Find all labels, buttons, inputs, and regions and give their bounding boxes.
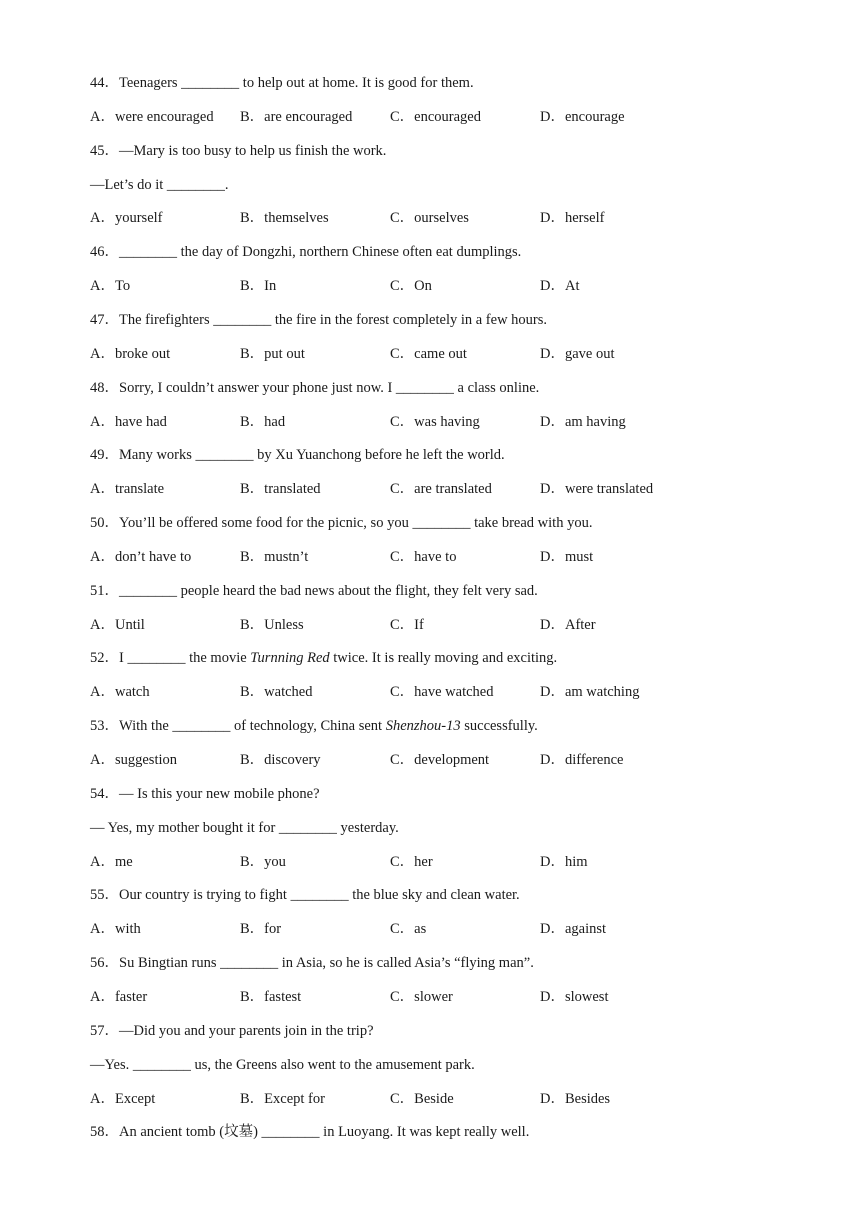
answer-options: [90, 108, 810, 126]
stem-text: — Yes, my mother bought it for ________ yesterday.: [90, 819, 399, 836]
answer-options: [90, 683, 810, 701]
stem-text: 48．Sorry, I couldn’t answer your phone just now. I ________ a class online.: [90, 379, 540, 396]
question-stem: [90, 142, 386, 160]
stem-text: 58．An ancient tomb (坟墓) ________ in Luoyang. It was kept really well.: [90, 1124, 530, 1141]
stem-text: 52．I ________ the movie: [90, 650, 251, 667]
option-b: B．themselves: [240, 210, 329, 227]
option-c: C．have watched: [390, 684, 494, 701]
answer-options: [90, 277, 810, 295]
option-c: C．was having: [390, 413, 480, 430]
option-c: C．ourselves: [390, 210, 469, 227]
answer-options: [90, 1090, 810, 1108]
answer-options: [90, 751, 810, 769]
stem-text: 50．You’ll be offered some food for the picnic, so you ________ take bread with you.: [90, 515, 593, 532]
answer-options: [90, 616, 810, 634]
option-a: A．broke out: [90, 345, 171, 362]
option-b: B．mustn’t: [240, 548, 309, 565]
stem-text: twice. It is really moving and exciting.: [329, 650, 558, 667]
option-b: B．fastest: [240, 988, 302, 1005]
dialogue-line: [90, 1056, 475, 1074]
option-b: B．had: [240, 413, 286, 430]
option-a: A．me: [90, 853, 133, 870]
option-c: C．development: [390, 752, 490, 768]
option-d: D．At: [540, 278, 580, 295]
stem-text: —Let’s do it ________.: [90, 176, 229, 193]
question-stem: [90, 74, 474, 92]
option-c: C．her: [390, 853, 433, 870]
option-a: A．faster: [90, 988, 148, 1005]
option-a: A．with: [90, 921, 141, 938]
stem-text: successfully.: [460, 718, 538, 735]
question-stem: [90, 649, 557, 667]
italic-title: Turnning Red: [250, 650, 330, 667]
question-stem: [90, 1022, 374, 1040]
stem-text: 49．Many works ________ by Xu Yuanchong before he left the world.: [90, 447, 505, 464]
option-b: B．Except for: [240, 1090, 325, 1107]
stem-text: 57．—Did you and your parents join in the trip?: [90, 1022, 374, 1039]
option-b: B．for: [240, 921, 282, 938]
question-stem: [90, 311, 547, 329]
option-c: C．encouraged: [390, 108, 481, 125]
stem-text: 44．Teenagers ________ to help out at home. It is good for them.: [90, 75, 474, 91]
stem-text: 53．With the ________ of technology, China sent: [90, 718, 386, 735]
option-c: C．If: [390, 616, 424, 633]
option-a: A．have had: [90, 413, 167, 430]
option-d: D．must: [540, 548, 594, 565]
stem-text: —Yes. ________ us, the Greens also went to the amusement park.: [90, 1056, 475, 1073]
stem-text: 54．— Is this your new mobile phone?: [90, 785, 320, 802]
answer-options: [90, 480, 810, 498]
question-stem: [90, 514, 592, 532]
answer-options: [90, 988, 810, 1006]
stem-text: 56．Su Bingtian runs ________ in Asia, so he is called Asia’s “flying man”.: [90, 955, 534, 972]
option-b: B．discovery: [240, 752, 321, 768]
option-d: D．gave out: [540, 345, 615, 362]
option-d: D．am having: [540, 413, 626, 430]
option-c: C．On: [390, 278, 432, 295]
option-d: D．herself: [540, 210, 605, 227]
stem-text: 45．—Mary is too busy to help us finish the work.: [90, 142, 387, 159]
option-a: A．yourself: [90, 210, 163, 227]
stem-text: 47．The firefighters ________ the fire in the forest completely in a few hours.: [90, 311, 548, 328]
option-d: D．encourage: [540, 108, 625, 125]
option-b: B．translated: [240, 481, 321, 498]
answer-options: [90, 853, 810, 871]
stem-text: 55．Our country is trying to fight ________ the blue sky and clean water.: [90, 887, 520, 904]
answer-options: [90, 413, 810, 431]
option-b: B．you: [240, 853, 286, 870]
option-a: A．don’t have to: [90, 548, 192, 565]
question-stem: [90, 1123, 529, 1141]
option-b: B．put out: [240, 345, 305, 362]
option-c: C．came out: [390, 345, 467, 362]
option-d: D．were translated: [540, 481, 654, 498]
question-stem: [90, 379, 539, 397]
option-d: D．slowest: [540, 988, 609, 1005]
question-stem: [90, 243, 521, 261]
option-d: D．After: [540, 616, 596, 633]
option-a: A．watch: [90, 684, 150, 701]
option-d: D．Besides: [540, 1090, 611, 1107]
option-c: C．as: [390, 921, 427, 938]
option-a: A．Except: [90, 1090, 156, 1107]
question-stem: [90, 886, 520, 904]
option-c: C．are translated: [390, 481, 492, 498]
question-stem: [90, 717, 538, 735]
italic-title: Shenzhou-13: [385, 718, 461, 735]
stem-text: 46．________ the day of Dongzhi, northern Chinese often eat dumplings.: [90, 244, 522, 261]
option-a: A．were encouraged: [90, 108, 214, 125]
option-d: D．am watching: [540, 684, 640, 701]
answer-options: [90, 209, 810, 227]
option-d: D．him: [540, 853, 588, 870]
option-b: B．Unless: [240, 616, 304, 633]
option-b: B．watched: [240, 684, 313, 701]
question-stem: [90, 446, 505, 464]
dialogue-line: [90, 176, 229, 194]
option-a: A．suggestion: [90, 752, 177, 768]
question-stem: [90, 785, 320, 803]
option-c: C．have to: [390, 548, 457, 565]
option-c: C．slower: [390, 988, 453, 1005]
answer-options: [90, 920, 810, 938]
option-b: B．In: [240, 278, 277, 295]
question-stem: [90, 954, 534, 972]
option-d: D．difference: [540, 752, 624, 768]
option-a: A．Until: [90, 616, 145, 633]
option-a: A．To: [90, 278, 131, 295]
dialogue-line: [90, 819, 399, 837]
option-c: C．Beside: [390, 1090, 454, 1107]
question-stem: [90, 582, 538, 600]
option-d: D．against: [540, 921, 607, 938]
option-b: B．are encouraged: [240, 108, 353, 125]
stem-text: 51．________ people heard the bad news about the flight, they felt very sad.: [90, 582, 538, 599]
option-a: A．translate: [90, 481, 165, 498]
answer-options: [90, 345, 810, 363]
answer-options: [90, 548, 810, 566]
